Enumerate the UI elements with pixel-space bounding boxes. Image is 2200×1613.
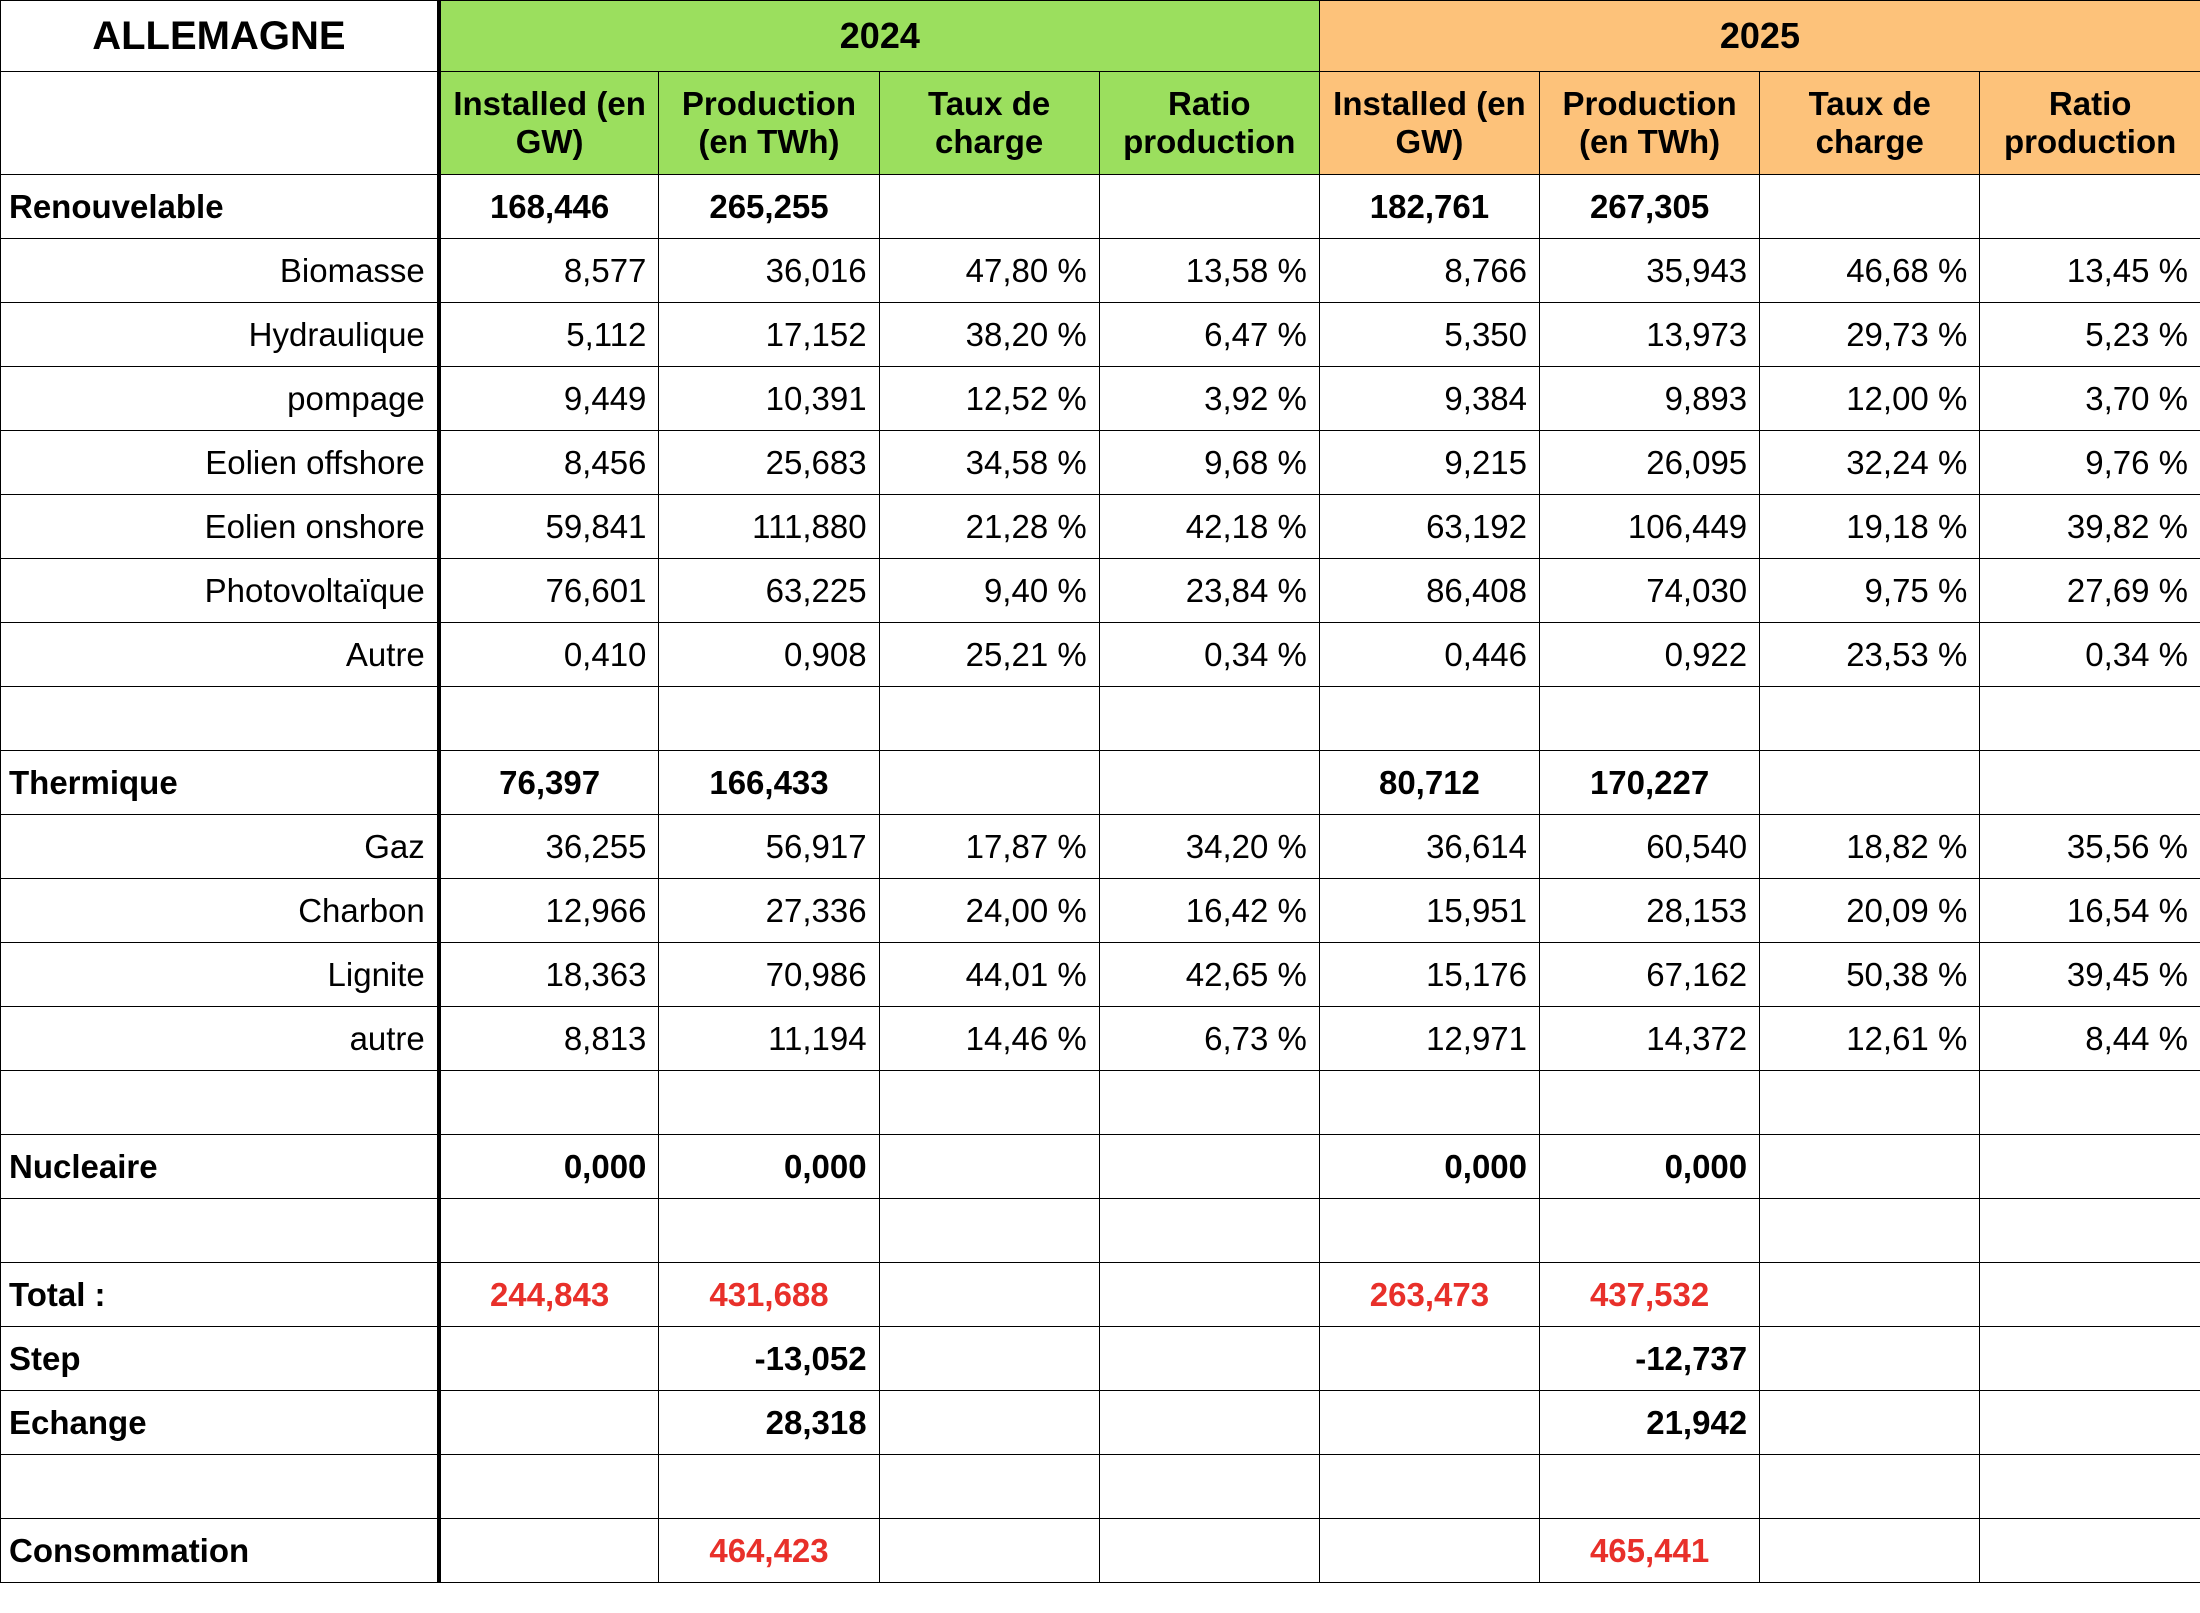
blank-row bbox=[1, 1199, 2200, 1263]
table-cell: 106,449 bbox=[1540, 495, 1760, 559]
row-label: Photovoltaïque bbox=[1, 559, 439, 623]
table-cell: 0,000 bbox=[659, 1135, 879, 1199]
table-cell: 12,971 bbox=[1319, 1007, 1539, 1071]
table-cell: 8,456 bbox=[439, 431, 659, 495]
table-cell bbox=[1099, 175, 1319, 239]
row-label bbox=[1, 1199, 439, 1263]
table-cell: 21,942 bbox=[1540, 1391, 1760, 1455]
table-cell bbox=[1760, 751, 1980, 815]
table-cell: 3,92 % bbox=[1099, 367, 1319, 431]
table-cell: 59,841 bbox=[439, 495, 659, 559]
table-cell: 13,45 % bbox=[1980, 239, 2200, 303]
table-cell: 27,69 % bbox=[1980, 559, 2200, 623]
blank-row bbox=[1, 687, 2200, 751]
table-cell: 0,34 % bbox=[1980, 623, 2200, 687]
table-cell bbox=[1540, 1199, 1760, 1263]
table-cell: 267,305 bbox=[1540, 175, 1760, 239]
table-cell: 25,21 % bbox=[879, 623, 1099, 687]
row-label: Renouvelable bbox=[1, 175, 439, 239]
table-cell: 38,20 % bbox=[879, 303, 1099, 367]
table-cell bbox=[659, 1455, 879, 1519]
row-label: Eolien offshore bbox=[1, 431, 439, 495]
table-cell: -12,737 bbox=[1540, 1327, 1760, 1391]
table-cell bbox=[1099, 687, 1319, 751]
table-cell bbox=[1319, 1455, 1539, 1519]
table-cell: 9,893 bbox=[1540, 367, 1760, 431]
table-cell: 15,951 bbox=[1319, 879, 1539, 943]
table-cell bbox=[1760, 1135, 1980, 1199]
table-cell: 111,880 bbox=[659, 495, 879, 559]
table-cell: 34,20 % bbox=[1099, 815, 1319, 879]
table-cell: 42,18 % bbox=[1099, 495, 1319, 559]
table-cell: 39,82 % bbox=[1980, 495, 2200, 559]
table-cell: 0,000 bbox=[1540, 1135, 1760, 1199]
col-ratio-2024: Ratio production bbox=[1099, 72, 1319, 175]
row-label: pompage bbox=[1, 367, 439, 431]
table-row bbox=[1, 1519, 2200, 1583]
table-cell: 0,000 bbox=[439, 1135, 659, 1199]
col-installed-2025: Installed (en GW) bbox=[1319, 72, 1539, 175]
table-row bbox=[1, 175, 2200, 239]
table-row bbox=[1, 495, 2200, 559]
col-production-2025: Production (en TWh) bbox=[1540, 72, 1760, 175]
table-cell bbox=[659, 687, 879, 751]
table-cell: 244,843 bbox=[439, 1263, 659, 1327]
row-label: Charbon bbox=[1, 879, 439, 943]
table-cell bbox=[1540, 687, 1760, 751]
table-cell: 3,70 % bbox=[1980, 367, 2200, 431]
table-cell bbox=[439, 1455, 659, 1519]
table-cell: 465,441 bbox=[1540, 1519, 1760, 1583]
table-cell bbox=[1099, 1519, 1319, 1583]
row-label: Eolien onshore bbox=[1, 495, 439, 559]
table-cell: 13,58 % bbox=[1099, 239, 1319, 303]
table-cell bbox=[1980, 1263, 2200, 1327]
table-cell: 80,712 bbox=[1319, 751, 1539, 815]
row-label: Consommation bbox=[1, 1519, 439, 1583]
table-cell bbox=[879, 1519, 1099, 1583]
table-cell bbox=[439, 687, 659, 751]
table-row bbox=[1, 623, 2200, 687]
table-cell bbox=[1980, 1199, 2200, 1263]
table-cell: 25,683 bbox=[659, 431, 879, 495]
table-cell: 29,73 % bbox=[1760, 303, 1980, 367]
table-cell bbox=[1099, 1263, 1319, 1327]
table-cell: 8,44 % bbox=[1980, 1007, 2200, 1071]
table-row bbox=[1, 1263, 2200, 1327]
table-cell bbox=[439, 1327, 659, 1391]
row-label bbox=[1, 687, 439, 751]
table-row bbox=[1, 1135, 2200, 1199]
table-cell bbox=[1760, 175, 1980, 239]
col-production-2024: Production (en TWh) bbox=[659, 72, 879, 175]
table-cell: 36,614 bbox=[1319, 815, 1539, 879]
table-cell: 9,40 % bbox=[879, 559, 1099, 623]
table-cell: 19,18 % bbox=[1760, 495, 1980, 559]
blank-row bbox=[1, 1455, 2200, 1519]
table-cell: 12,00 % bbox=[1760, 367, 1980, 431]
row-label bbox=[1, 1455, 439, 1519]
table-cell bbox=[1099, 1327, 1319, 1391]
table-cell: 5,23 % bbox=[1980, 303, 2200, 367]
table-cell bbox=[1980, 1455, 2200, 1519]
table-cell: 76,397 bbox=[439, 751, 659, 815]
table-cell: 464,423 bbox=[659, 1519, 879, 1583]
table-cell bbox=[879, 1135, 1099, 1199]
table-cell: 63,225 bbox=[659, 559, 879, 623]
table-cell bbox=[1980, 1135, 2200, 1199]
table-cell bbox=[879, 1263, 1099, 1327]
table-cell bbox=[1099, 1391, 1319, 1455]
table-cell: 60,540 bbox=[1540, 815, 1760, 879]
table-cell: 70,986 bbox=[659, 943, 879, 1007]
table-row bbox=[1, 943, 2200, 1007]
table-cell bbox=[1319, 1071, 1539, 1135]
table-cell bbox=[879, 687, 1099, 751]
table-row bbox=[1, 239, 2200, 303]
row-label: autre bbox=[1, 1007, 439, 1071]
table-cell bbox=[439, 1071, 659, 1135]
table-cell: 6,47 % bbox=[1099, 303, 1319, 367]
table-row bbox=[1, 367, 2200, 431]
table-cell: 42,65 % bbox=[1099, 943, 1319, 1007]
table-cell: 5,350 bbox=[1319, 303, 1539, 367]
table-cell bbox=[439, 1519, 659, 1583]
table-cell: 0,410 bbox=[439, 623, 659, 687]
table-cell: 12,52 % bbox=[879, 367, 1099, 431]
table-cell bbox=[1760, 1391, 1980, 1455]
table-cell: 56,917 bbox=[659, 815, 879, 879]
row-label: Step bbox=[1, 1327, 439, 1391]
table-cell bbox=[1760, 1263, 1980, 1327]
table-cell: 24,00 % bbox=[879, 879, 1099, 943]
table-cell: 437,532 bbox=[1540, 1263, 1760, 1327]
table-cell: 46,68 % bbox=[1760, 239, 1980, 303]
table-cell bbox=[1980, 751, 2200, 815]
table-row bbox=[1, 1391, 2200, 1455]
table-cell bbox=[1760, 1519, 1980, 1583]
table-cell: 44,01 % bbox=[879, 943, 1099, 1007]
table-cell: 14,46 % bbox=[879, 1007, 1099, 1071]
table-cell bbox=[1099, 751, 1319, 815]
table-row bbox=[1, 431, 2200, 495]
table-cell: 17,87 % bbox=[879, 815, 1099, 879]
table-row bbox=[1, 1007, 2200, 1071]
table-cell: 15,176 bbox=[1319, 943, 1539, 1007]
table-cell: 34,58 % bbox=[879, 431, 1099, 495]
table-cell: 23,53 % bbox=[1760, 623, 1980, 687]
table-cell bbox=[1980, 1327, 2200, 1391]
row-label: Thermique bbox=[1, 751, 439, 815]
column-header-row bbox=[1, 72, 2200, 175]
table-cell: 9,76 % bbox=[1980, 431, 2200, 495]
col-taux-2024: Taux de charge bbox=[879, 72, 1099, 175]
table-cell: 26,095 bbox=[1540, 431, 1760, 495]
table-cell: 11,194 bbox=[659, 1007, 879, 1071]
row-label: Autre bbox=[1, 623, 439, 687]
table-row bbox=[1, 559, 2200, 623]
table-cell bbox=[879, 1199, 1099, 1263]
table-cell: 14,372 bbox=[1540, 1007, 1760, 1071]
table-cell: 35,56 % bbox=[1980, 815, 2200, 879]
table-cell: 16,54 % bbox=[1980, 879, 2200, 943]
table-cell bbox=[879, 751, 1099, 815]
table-cell: 170,227 bbox=[1540, 751, 1760, 815]
table-cell bbox=[1980, 1391, 2200, 1455]
row-label bbox=[1, 1071, 439, 1135]
table-cell bbox=[1319, 1327, 1539, 1391]
table-cell: 12,966 bbox=[439, 879, 659, 943]
table-cell: 28,318 bbox=[659, 1391, 879, 1455]
table-cell bbox=[879, 1327, 1099, 1391]
table-cell: 8,766 bbox=[1319, 239, 1539, 303]
table-cell bbox=[1319, 1519, 1539, 1583]
table-cell: 182,761 bbox=[1319, 175, 1539, 239]
table-cell bbox=[1760, 1071, 1980, 1135]
year-2025-header: 2025 bbox=[1319, 1, 2200, 72]
table-cell bbox=[1099, 1199, 1319, 1263]
country-title: ALLEMAGNE bbox=[1, 1, 439, 72]
table-row bbox=[1, 815, 2200, 879]
table-cell: 265,255 bbox=[659, 175, 879, 239]
table-cell bbox=[1099, 1135, 1319, 1199]
row-label: Echange bbox=[1, 1391, 439, 1455]
table-cell: 10,391 bbox=[659, 367, 879, 431]
table-row bbox=[1, 1327, 2200, 1391]
table-cell: 74,030 bbox=[1540, 559, 1760, 623]
table-cell bbox=[1980, 687, 2200, 751]
table-cell: 0,908 bbox=[659, 623, 879, 687]
table-cell bbox=[1319, 1199, 1539, 1263]
table-cell bbox=[1760, 687, 1980, 751]
col-ratio-2025: Ratio production bbox=[1980, 72, 2200, 175]
table-cell: 0,000 bbox=[1319, 1135, 1539, 1199]
table-cell: 263,473 bbox=[1319, 1263, 1539, 1327]
table-cell bbox=[1540, 1455, 1760, 1519]
table-row bbox=[1, 879, 2200, 943]
table-cell bbox=[879, 175, 1099, 239]
row-label: Total : bbox=[1, 1263, 439, 1327]
table-cell bbox=[1760, 1455, 1980, 1519]
table-cell: 5,112 bbox=[439, 303, 659, 367]
table-cell bbox=[1099, 1071, 1319, 1135]
table-cell: 47,80 % bbox=[879, 239, 1099, 303]
title-row bbox=[1, 1, 2200, 72]
table-cell: 23,84 % bbox=[1099, 559, 1319, 623]
row-label: Gaz bbox=[1, 815, 439, 879]
row-label: Nucleaire bbox=[1, 1135, 439, 1199]
table-cell: 36,255 bbox=[439, 815, 659, 879]
table-cell bbox=[1760, 1327, 1980, 1391]
table-row bbox=[1, 751, 2200, 815]
table-cell: 27,336 bbox=[659, 879, 879, 943]
blank-row bbox=[1, 1071, 2200, 1135]
table-cell: 63,192 bbox=[1319, 495, 1539, 559]
table-cell: 166,433 bbox=[659, 751, 879, 815]
table-cell bbox=[439, 1199, 659, 1263]
table-cell: 18,82 % bbox=[1760, 815, 1980, 879]
table-cell bbox=[1980, 175, 2200, 239]
year-2024-header: 2024 bbox=[439, 1, 1320, 72]
table-cell: 13,973 bbox=[1540, 303, 1760, 367]
table-cell bbox=[1540, 1071, 1760, 1135]
table-cell: 0,446 bbox=[1319, 623, 1539, 687]
table-cell: 8,813 bbox=[439, 1007, 659, 1071]
table-row bbox=[1, 303, 2200, 367]
table-cell: 39,45 % bbox=[1980, 943, 2200, 1007]
table-cell: 76,601 bbox=[439, 559, 659, 623]
table-cell bbox=[1980, 1519, 2200, 1583]
table-cell: 50,38 % bbox=[1760, 943, 1980, 1007]
table-cell bbox=[439, 1391, 659, 1455]
table-cell: 16,42 % bbox=[1099, 879, 1319, 943]
table-cell: 168,446 bbox=[439, 175, 659, 239]
table-cell: 86,408 bbox=[1319, 559, 1539, 623]
table-cell bbox=[659, 1071, 879, 1135]
table-cell: 35,943 bbox=[1540, 239, 1760, 303]
table-cell bbox=[879, 1391, 1099, 1455]
table-cell: 9,449 bbox=[439, 367, 659, 431]
table-cell: 9,215 bbox=[1319, 431, 1539, 495]
table-cell: 0,34 % bbox=[1099, 623, 1319, 687]
col-installed-2024: Installed (en GW) bbox=[439, 72, 659, 175]
table-cell: 431,688 bbox=[659, 1263, 879, 1327]
table-cell: 18,363 bbox=[439, 943, 659, 1007]
table-cell: 9,75 % bbox=[1760, 559, 1980, 623]
row-label: Biomasse bbox=[1, 239, 439, 303]
table-cell bbox=[1319, 687, 1539, 751]
table-cell bbox=[1099, 1455, 1319, 1519]
table-cell: 36,016 bbox=[659, 239, 879, 303]
table-cell: 67,162 bbox=[1540, 943, 1760, 1007]
table-cell: 12,61 % bbox=[1760, 1007, 1980, 1071]
table-cell: 9,384 bbox=[1319, 367, 1539, 431]
row-label: Hydraulique bbox=[1, 303, 439, 367]
table-cell: 8,577 bbox=[439, 239, 659, 303]
table-cell: 21,28 % bbox=[879, 495, 1099, 559]
table-cell: 32,24 % bbox=[1760, 431, 1980, 495]
table-cell bbox=[879, 1071, 1099, 1135]
table-cell: 28,153 bbox=[1540, 879, 1760, 943]
table-cell: 9,68 % bbox=[1099, 431, 1319, 495]
table-cell bbox=[1319, 1391, 1539, 1455]
table-cell: 0,922 bbox=[1540, 623, 1760, 687]
row-label: Lignite bbox=[1, 943, 439, 1007]
table-cell: 17,152 bbox=[659, 303, 879, 367]
table-cell: 20,09 % bbox=[1760, 879, 1980, 943]
table-cell bbox=[1760, 1199, 1980, 1263]
header-blank bbox=[1, 72, 439, 175]
table-cell: -13,052 bbox=[659, 1327, 879, 1391]
table-cell bbox=[1980, 1071, 2200, 1135]
table-cell bbox=[659, 1199, 879, 1263]
table-cell: 6,73 % bbox=[1099, 1007, 1319, 1071]
col-taux-2025: Taux de charge bbox=[1760, 72, 1980, 175]
table-cell bbox=[879, 1455, 1099, 1519]
